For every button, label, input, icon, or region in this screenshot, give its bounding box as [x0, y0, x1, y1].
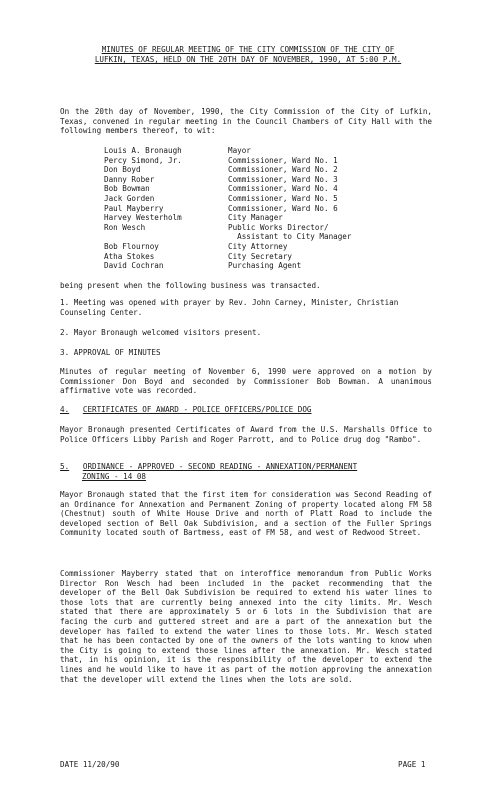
item-5-heading: [60, 462, 432, 481]
member-name: Bob Flournoy: [104, 241, 159, 251]
member-role: Commissioner, Ward No. 5: [228, 193, 338, 203]
intro-paragraph: On the 20th day of November, 1990, the City Commission of the City of Lufkin, Texas, convened in regular meeting in the Council Chambers of City Hall with the following members thereof, to wit:: [60, 107, 432, 136]
item-3-heading: 3. APPROVAL OF MINUTES: [60, 348, 161, 357]
member-name: Bob Bowman: [104, 184, 150, 194]
member-role: Mayor: [228, 146, 251, 155]
member-name: Don Boyd: [104, 165, 141, 175]
member-name: Jack Gorden: [104, 193, 155, 203]
item-5-paragraph-2: Commissioner Mayberry stated that on interoffice memorandum from Public Works Director Ron Wesch had been included in the packet recommending that the developer of the Bell Oak Subdivision be required to extend his water lines to those lots that are currently being annexed into the city limits. Mr. Wesch stated that there are approximately 5 or 6 lots in the Subdivision that are facing the curb and guttered street and are a part of the annexation but the developer has failed to extend the water lines to those lots. Mr. Wesch stated that he has been contacted by one of the owners of the lots wanting to know when the City is going to extend those lines after the annexation. Mr. Wesch stated that, in his opinion, it is the responsibility of the developer to extend the lines and he would like to have it as part of the motion approving the annexation that the developer will extend the lines when the lots are sold.: [60, 569, 432, 684]
member-role: Commissioner, Ward No. 2: [228, 165, 338, 175]
title-line-1: MINUTES OF REGULAR MEETING OF THE CITY COMMISSION OF THE CITY OF: [101, 45, 395, 54]
member-name: Paul Mayberry: [104, 203, 164, 213]
member-name: Atha Stokes: [104, 251, 155, 261]
item-4-heading: [60, 405, 432, 415]
roster-row: [104, 223, 444, 233]
roster-row: [104, 165, 444, 175]
member-role: Commissioner, Ward No. 4: [228, 184, 338, 194]
roster-row: [104, 261, 444, 271]
being-present-text: being present when the following business was transacted.: [60, 281, 321, 290]
member-name: Louis A. Bronaugh: [104, 146, 182, 155]
member-name: Percy Simond, Jr.: [104, 155, 182, 165]
member-name: Harvey Westerholm: [104, 213, 182, 223]
member-name: Ron Wesch: [104, 222, 146, 232]
member-role: Assistant to City Manager: [228, 232, 352, 242]
footer-date: DATE 11/20/90: [60, 760, 120, 769]
attendance-roster: [104, 146, 444, 271]
member-role: City Secretary: [228, 251, 293, 261]
roster-row: [104, 204, 444, 214]
member-role: Purchasing Agent: [228, 261, 302, 271]
member-role: Commissioner, Ward No. 6: [228, 203, 338, 213]
title-line-2: LUFKIN, TEXAS, HELD ON THE 20TH DAY OF NOVEMBER, 1990, AT 5:00 P.M.: [94, 55, 402, 64]
minutes-approval-paragraph: Minutes of regular meeting of November 6, 1990 were approved on a motion by Commissioner Don Boyd and seconded by Commissioner Bob Bowman. A unanimous affirmative vote was recorded.: [60, 367, 432, 396]
roster-row: [104, 242, 444, 252]
item-5-number: 5.: [60, 462, 70, 471]
item-4-number: 4.: [60, 405, 70, 414]
minutes-title: [48, 45, 448, 65]
footer-page-number: PAGE 1: [398, 760, 426, 769]
item-2-welcome: 2. Mayor Bronaugh welcomed visitors present.: [60, 328, 262, 337]
member-role: Commissioner, Ward No. 3: [228, 174, 338, 184]
item-1-invocation: 1. Meeting was opened with prayer by Rev. John Carney, Minister, Christian Counseling Center.: [60, 298, 399, 317]
item-5-paragraph-1: Mayor Bronaugh stated that the first item for consideration was Second Reading of an Ordinance for Annexation and Permanent Zoning of property located along FM 58 (Chestnut) south of White House Drive and north of Platt Road to include the developed section of Bell Oak Subdivision, and a section of the Fuller Springs Community located south of Bartmess, east of FM 58, and west of Redwood Street.: [60, 490, 432, 538]
roster-row: [104, 156, 444, 166]
member-role: City Manager: [228, 213, 283, 223]
roster-row: [104, 184, 444, 194]
roster-row: [104, 146, 444, 156]
member-name: David Cochran: [104, 261, 164, 271]
item-5-title-line-1: ORDINANCE - APPROVED - SECOND READING - ANNEXATION/PERMANENT: [82, 462, 358, 471]
roster-row: [104, 213, 444, 223]
member-name: Danny Rober: [104, 174, 155, 184]
roster-row: [104, 194, 444, 204]
member-role: Public Works Director/: [228, 222, 329, 232]
member-role: City Attorney: [228, 241, 288, 251]
roster-row: [104, 175, 444, 185]
item-4-paragraph: Mayor Bronaugh presented Certificates of Award from the U.S. Marshalls Office to Police Officers Libby Parish and Roger Parrott, and to Police drug dog "Rambo".: [60, 425, 432, 444]
member-role: Commissioner, Ward No. 1: [228, 155, 338, 165]
roster-row: [104, 252, 444, 262]
member-name: [104, 232, 228, 242]
roster-row: [104, 232, 444, 242]
item-4-title: CERTIFICATES OF AWARD - POLICE OFFICERS/POLICE DOG: [82, 405, 312, 414]
item-5-title-line-2: ZONING - 14 08: [82, 471, 147, 481]
